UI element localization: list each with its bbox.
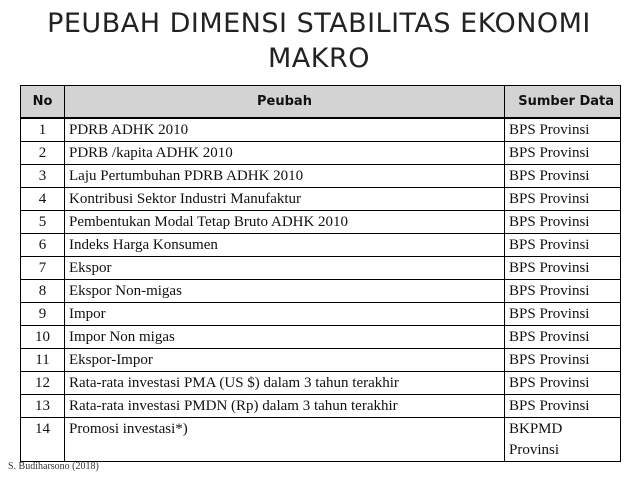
row-sumber: BPS Provinsi	[505, 165, 621, 188]
row-sumber: BPS Provinsi	[505, 326, 621, 349]
row-no: 12	[21, 372, 65, 395]
table-row	[21, 349, 621, 372]
row-peubah: Ekspor	[65, 257, 505, 280]
row-no: 9	[21, 303, 65, 326]
row-peubah: PDRB ADHK 2010	[65, 118, 505, 142]
row-no: 8	[21, 280, 65, 303]
row-sumber: BPS Provinsi	[505, 349, 621, 372]
row-no: 1	[21, 118, 65, 142]
table-row	[21, 326, 621, 349]
row-peubah: Promosi investasi*)	[65, 418, 505, 462]
row-sumber: BPS Provinsi	[505, 188, 621, 211]
table-row	[21, 257, 621, 280]
row-sumber: BPS Provinsi	[505, 280, 621, 303]
table-row	[21, 303, 621, 326]
row-sumber: BPS Provinsi	[505, 372, 621, 395]
row-no: 7	[21, 257, 65, 280]
row-peubah: Impor Non migas	[65, 326, 505, 349]
row-peubah: Ekspor Non-migas	[65, 280, 505, 303]
table-row	[21, 211, 621, 234]
table-row	[21, 372, 621, 395]
row-sumber: BPS Provinsi	[505, 257, 621, 280]
row-sumber: BPS Provinsi	[505, 142, 621, 165]
row-peubah: Laju Pertumbuhan PDRB ADHK 2010	[65, 165, 505, 188]
page-title	[0, 6, 638, 76]
table-row	[21, 234, 621, 257]
table-row	[21, 118, 621, 142]
page-title-line-2: MAKRO	[268, 43, 370, 74]
row-no: 2	[21, 142, 65, 165]
variables-table	[20, 85, 621, 462]
row-no: 14	[21, 418, 65, 462]
row-no: 5	[21, 211, 65, 234]
header-sumber-data: Sumber Data	[505, 86, 621, 119]
row-no: 4	[21, 188, 65, 211]
row-peubah: Impor	[65, 303, 505, 326]
table-row	[21, 418, 621, 462]
row-no: 6	[21, 234, 65, 257]
row-sumber: BKPMD Provinsi	[505, 418, 621, 462]
row-sumber: BPS Provinsi	[505, 303, 621, 326]
table-row	[21, 395, 621, 418]
row-no: 3	[21, 165, 65, 188]
header-no: No	[21, 86, 65, 119]
header-peubah: Peubah	[65, 86, 505, 119]
row-sumber: BPS Provinsi	[505, 211, 621, 234]
row-sumber: BPS Provinsi	[505, 118, 621, 142]
row-sumber: BPS Provinsi	[505, 234, 621, 257]
page-title-line-1: PEUBAH DIMENSI STABILITAS EKONOMI	[47, 8, 591, 39]
row-peubah: Kontribusi Sektor Industri Manufaktur	[65, 188, 505, 211]
row-no: 10	[21, 326, 65, 349]
table-row	[21, 165, 621, 188]
row-peubah: Rata-rata investasi PMA (US $) dalam 3 tahun terakhir	[65, 372, 505, 395]
source-credit: S. Budiharsono (2018)	[8, 461, 99, 472]
row-no: 13	[21, 395, 65, 418]
row-no: 11	[21, 349, 65, 372]
table-header-row	[21, 86, 621, 119]
row-peubah: Pembentukan Modal Tetap Bruto ADHK 2010	[65, 211, 505, 234]
row-sumber: BPS Provinsi	[505, 395, 621, 418]
table-row	[21, 280, 621, 303]
table-row	[21, 142, 621, 165]
row-peubah: Rata-rata investasi PMDN (Rp) dalam 3 tahun terakhir	[65, 395, 505, 418]
table-row	[21, 188, 621, 211]
row-peubah: Ekspor-Impor	[65, 349, 505, 372]
row-peubah: PDRB /kapita ADHK 2010	[65, 142, 505, 165]
row-peubah: Indeks Harga Konsumen	[65, 234, 505, 257]
